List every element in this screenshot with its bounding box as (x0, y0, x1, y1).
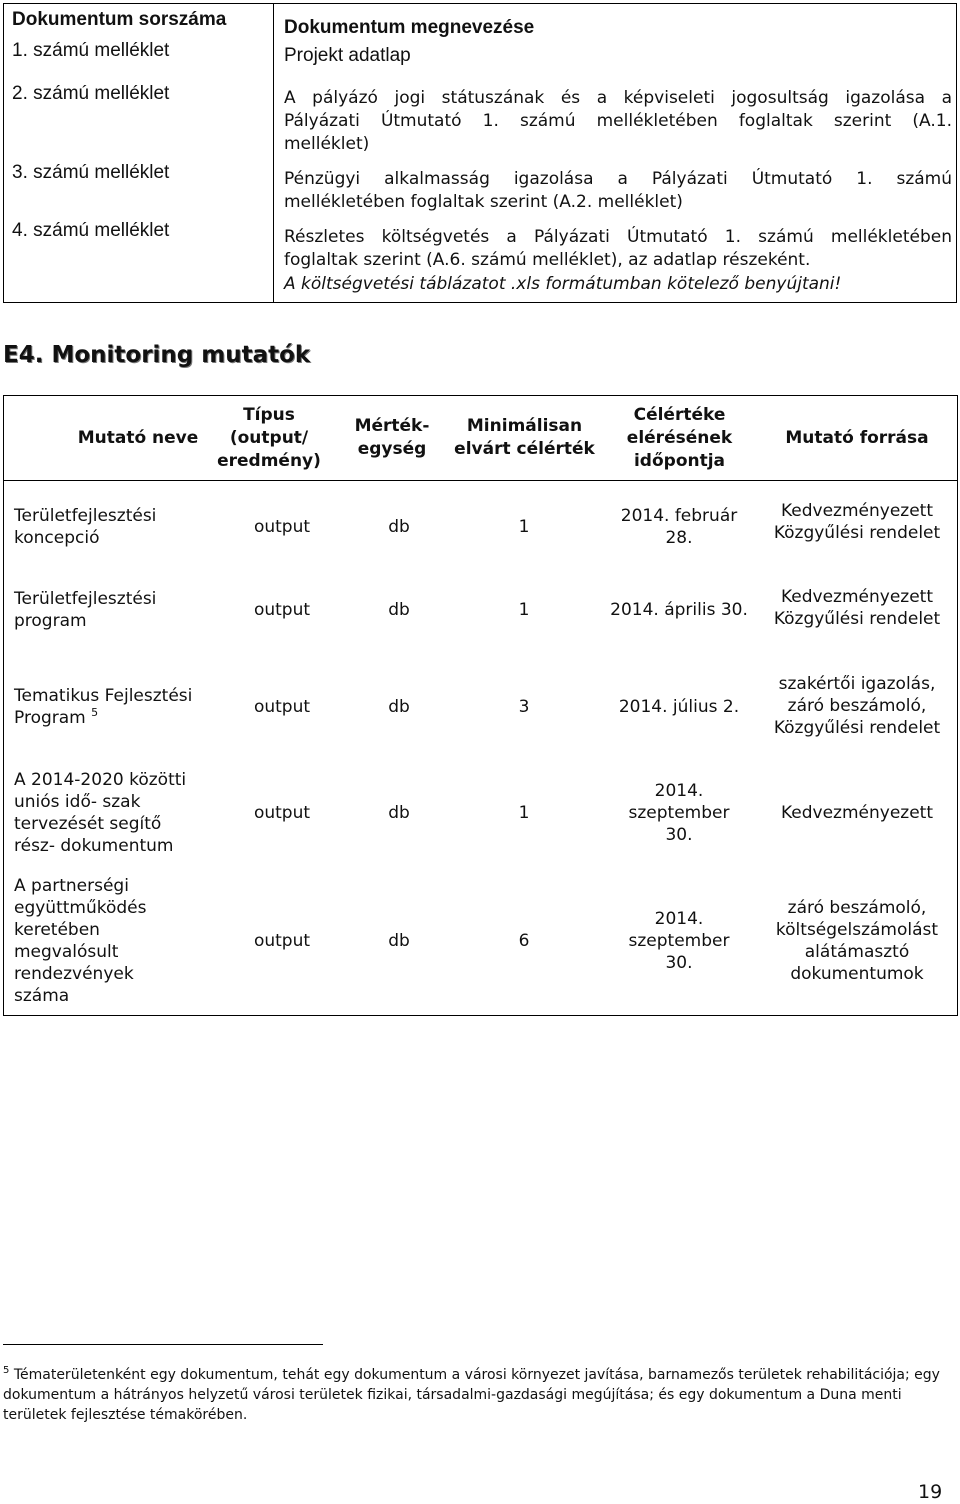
row-3-number: 3. számú melléklet (12, 162, 170, 183)
header-source: Mutató forrása (785, 427, 929, 448)
row-3-line-1: Pénzügyi alkalmasság igazolása a Pályázati Útmutató 1. számú (284, 169, 952, 189)
row-5-target: 6 (518, 931, 530, 951)
row-2-unit: db (388, 600, 410, 620)
row-1-source: Kedvezményezett Közgyűlési rendelet (773, 501, 941, 543)
row-1-type: output (253, 517, 311, 537)
row-2-indicator-name: Területfejlesztési program (14, 589, 157, 631)
row-2-target: 1 (518, 600, 530, 620)
row-1-name: Projekt adatlap (284, 45, 411, 66)
footnote (3, 1365, 948, 1425)
section-title: E4. Monitoring mutatók (3, 342, 311, 368)
row-5-type: output (253, 931, 311, 951)
row-4-line-1: Részletes költségvetés a Pályázati Útmutató 1. számú mellékletében (284, 227, 952, 247)
row-4-unit: db (388, 803, 410, 823)
row-4-target: 1 (518, 803, 530, 823)
row-1-target: 1 (518, 517, 530, 537)
row-3-line-2: mellékletében foglaltak szerint (A.2. melléklet) (284, 192, 683, 212)
row-5-deadline: 2014. szeptember 30. (628, 909, 730, 973)
footnote-marker: 5 (3, 1365, 10, 1376)
row-4-note: A költségvetési táblázatot .xls formátumban kötelező benyújtani! (284, 274, 842, 294)
column-divider (273, 4, 274, 302)
row-3-unit: db (388, 697, 410, 717)
header-divider (4, 480, 957, 481)
row-4-line-2: foglaltak szerint (A.6. számú melléklet), az adatlap részeként. (284, 250, 811, 270)
documents-table (3, 3, 957, 303)
row-5-unit: db (388, 931, 410, 951)
row-5-source: záró beszámoló, költségelszámolást alátámasztó dokumentumok (775, 898, 939, 984)
row-2-line-3: melléklet) (284, 134, 370, 154)
footnote-separator (3, 1344, 323, 1345)
header-target: Minimálisan elvárt célérték (454, 416, 595, 459)
footnote-text: Tématerületenként egy dokumentum, tehát egy dokumentum a városi környezet javítása, barnamezős területek rehabilitációja; egy dokumentum a hátrányos helyzetű városi területek fizikai, társadalmi-gazdasági megújítása; és egy dokumentum a Duna menti területek fejlesztése témakörében. (3, 1367, 940, 1423)
row-4-indicator-name: A 2014-2020 közötti uniós idő- szak tervezését segítő rész- dokumentum (14, 770, 187, 856)
row-1-indicator-name: Területfejlesztési koncepció (14, 506, 157, 548)
row-2-line-1: A pályázó jogi státuszának és a képviseleti jogosultság igazolása a (284, 88, 952, 108)
row-3-target: 3 (518, 697, 530, 717)
footnote-reference[interactable]: 5 (91, 706, 99, 719)
header-type: Típus (output/ eredmény) (217, 404, 321, 471)
row-4-number: 4. számú melléklet (12, 220, 170, 241)
header-document-number: Dokumentum sorszáma (12, 9, 227, 30)
row-3-indicator-name-text: Tematikus Fejlesztési Program (14, 686, 193, 728)
row-1-number: 1. számú melléklet (12, 40, 170, 61)
row-1-deadline: 2014. február 28. (620, 506, 738, 548)
row-3-type: output (253, 697, 311, 717)
header-deadline: Célértéke elérésének időpontja (626, 404, 733, 471)
page-number: 19 (918, 1481, 943, 1503)
row-3-deadline: 2014. július 2. (618, 697, 740, 717)
indicator-table (3, 395, 958, 1016)
row-3-source: szakértői igazolás, záró beszámoló, Közgyűlési rendelet (773, 674, 941, 738)
row-4-source: Kedvezményezett (780, 803, 934, 823)
row-5-indicator-name: A partnerségi együttműködés keretében megvalósult rendezvények száma (14, 876, 147, 1006)
header-unit: Mérték- egység (354, 416, 430, 459)
row-2-number: 2. számú melléklet (12, 83, 170, 104)
row-4-type: output (253, 803, 311, 823)
row-3-indicator-name (14, 676, 224, 738)
row-2-source: Kedvezményezett Közgyűlési rendelet (773, 587, 941, 629)
row-2-deadline: 2014. április 30. (610, 600, 748, 620)
row-4-deadline: 2014. szeptember 30. (628, 781, 730, 845)
row-1-unit: db (388, 517, 410, 537)
row-2-type: output (253, 600, 311, 620)
header-indicator-name: Mutató neve (77, 427, 199, 448)
row-2-line-2: Pályázati Útmutató 1. számú mellékletében foglaltak szerint (A.1. (284, 111, 952, 131)
header-document-name: Dokumentum megnevezése (284, 17, 535, 38)
